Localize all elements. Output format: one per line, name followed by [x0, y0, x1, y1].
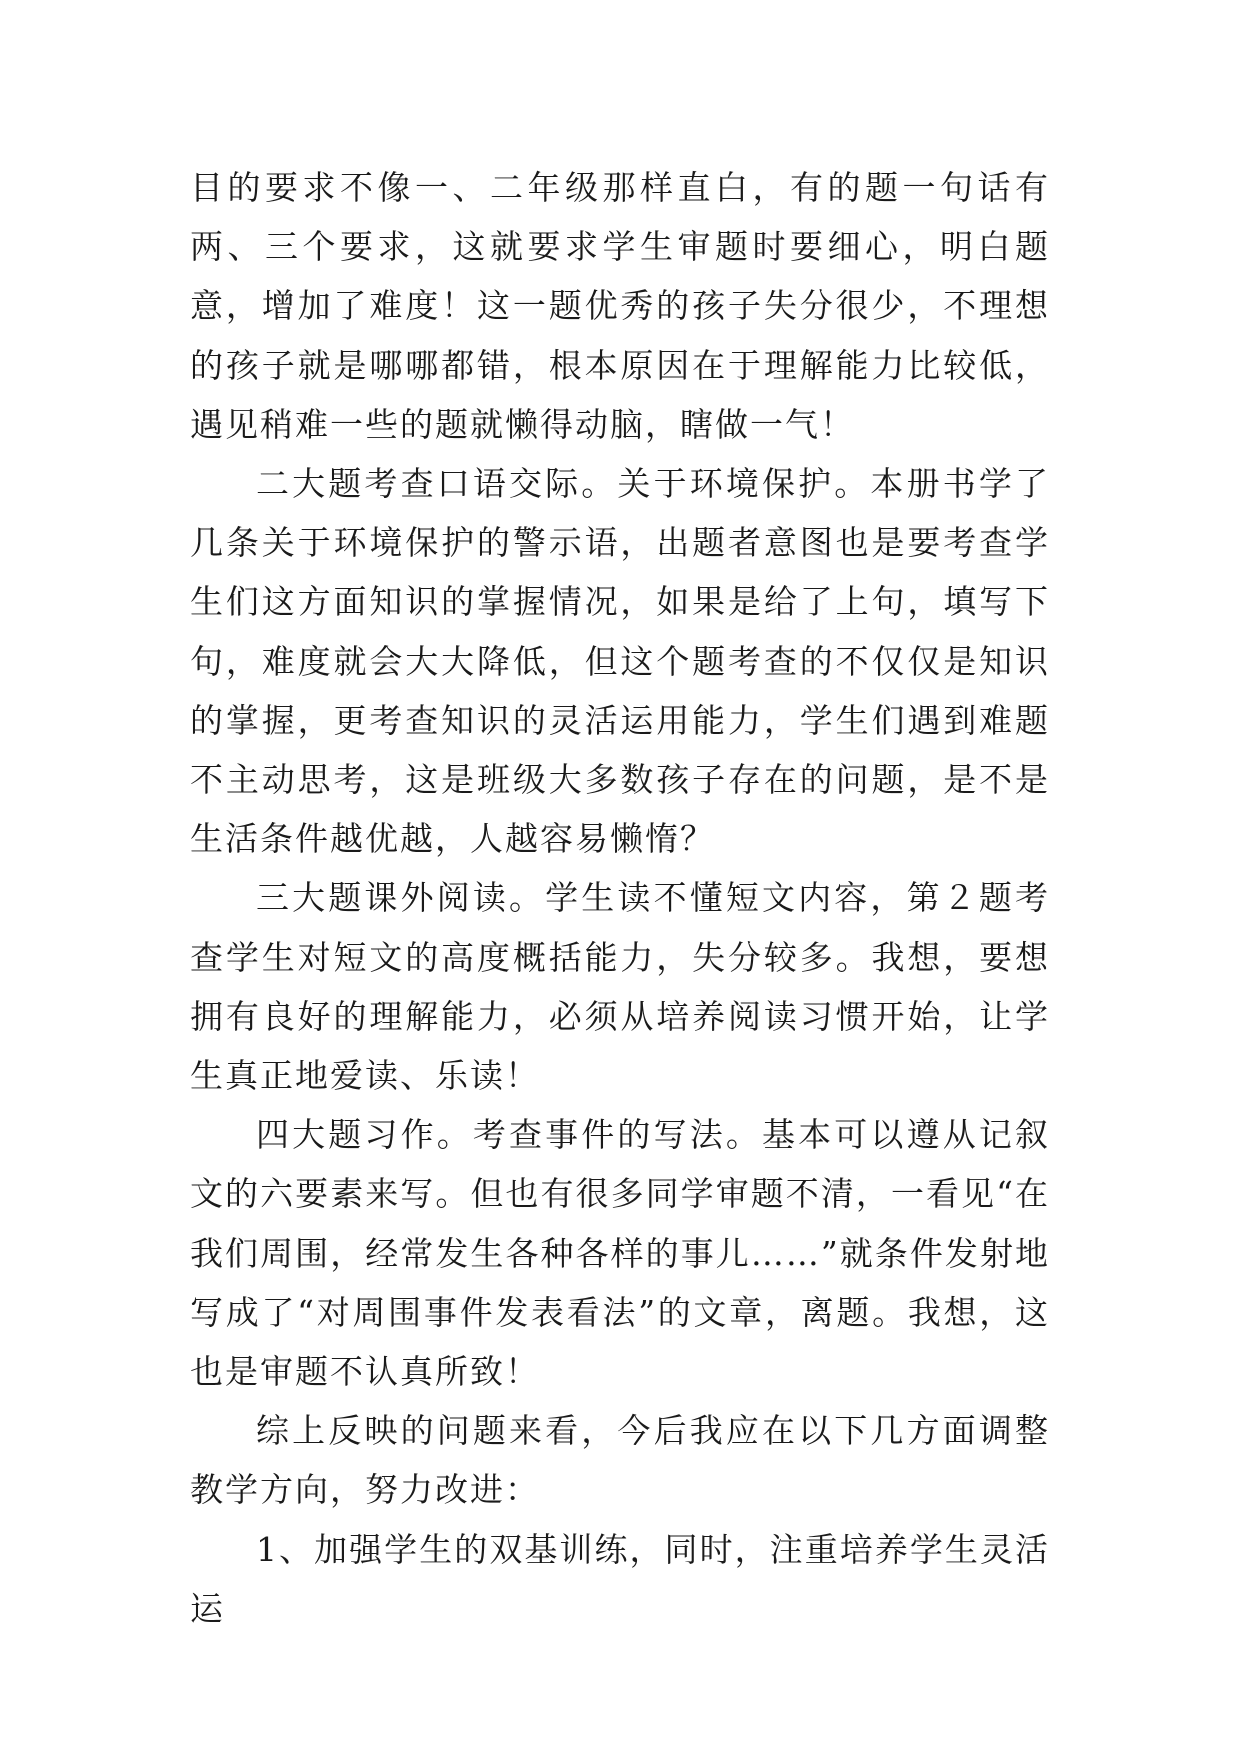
document-body [190, 158, 1050, 1638]
paragraph: 综上反映的问题来看，今后我应在以下几方面调整教学方向，努力改进： [190, 1411, 1050, 1510]
paragraph: 目的要求不像一、二年级那样直白，有的题一句话有两、三个要求，这就要求学生审题时要细心，明白题意，增加了难度！这一题优秀的孩子失分很少，不理想的孩子就是哪哪都错，根本原因在于理解能力比较低，遇见稍难一些的题就懒得动脑，瞎做一气！ [190, 168, 1050, 444]
paragraph: 1、加强学生的双基训练，同时，注重培养学生灵活运 [190, 1529, 1050, 1628]
paragraph: 三大题课外阅读。学生读不懂短文内容，第２题考查学生对短文的高度概括能力，失分较多。我想，要想拥有良好的理解能力，必须从培养阅读习惯开始，让学生真正地爱读、乐读！ [190, 878, 1050, 1096]
paragraph: 四大题习作。考查事件的写法。基本可以遵从记叙文的六要素来写。但也有很多同学审题不清，一看见“在我们周围，经常发生各种各样的事儿……”就条件发射地写成了“对周围事件发表看法”的文章，离题。我想，这也是审题不认真所致！ [190, 1115, 1050, 1392]
paragraph: 二大题考查口语交际。关于环境保护。本册书学了几条关于环境保护的警示语，出题者意图也是要考查学生们这方面知识的掌握情况，如果是给了上句，填写下句，难度就会大大降低，但这个题考查的不仅仅是知识的掌握，更考查知识的灵活运用能力，学生们遇到难题不主动思考，这是班级大多数孩子存在的问题，是不是生活条件越优越，人越容易懒惰？ [190, 464, 1050, 859]
